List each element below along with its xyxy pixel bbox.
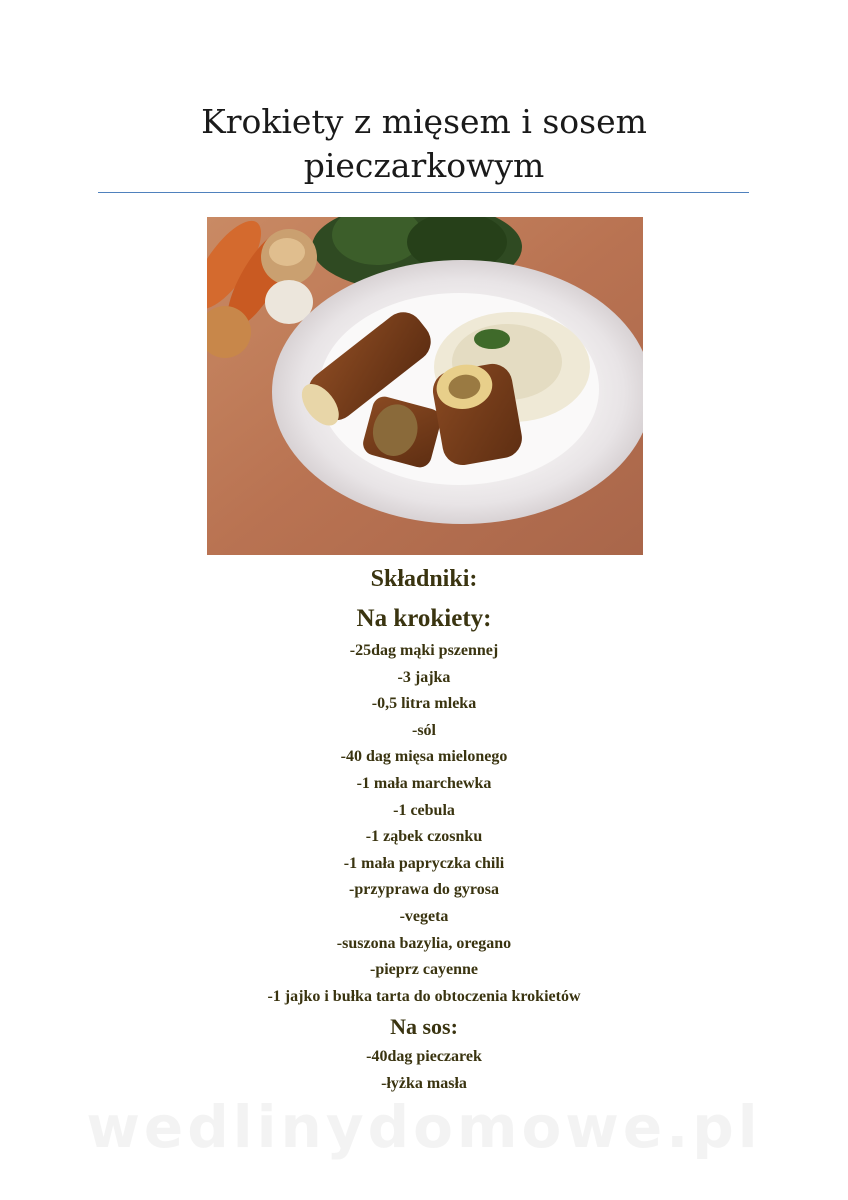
list-item: -40 dag mięsa mielonego (340, 748, 508, 766)
list-item: -łyżka masła (381, 1074, 467, 1092)
list-item: -0,5 litra mleka (371, 695, 477, 713)
list-item: -przyprawa do gyrosa (349, 881, 499, 899)
list-item: -pieprz cayenne (370, 961, 478, 979)
croquettes-ingredient-list (0, 638, 848, 1010)
list-item: -sól (412, 721, 436, 739)
list-item: -1 ząbek czosnku (365, 828, 483, 846)
list-item: -1 mała marchewka (356, 774, 492, 792)
croquettes-heading: Na krokiety: (356, 605, 492, 632)
list-item: -vegeta (399, 907, 449, 925)
title-line-2: pieczarkowym (303, 146, 545, 185)
site-watermark: wedlinydomowe.pl (86, 1093, 762, 1161)
recipe-title (100, 100, 748, 188)
list-item: -1 cebula (393, 801, 455, 819)
title-line-1: Krokiety z mięsem i sosem (201, 102, 647, 141)
ingredients-heading: Składniki: (370, 566, 478, 592)
title-divider (98, 192, 749, 193)
list-item: -3 jajka (397, 668, 451, 686)
recipe-photo (207, 217, 643, 555)
list-item: -suszona bazylia, oregano (336, 934, 512, 952)
list-item: -1 mała papryczka chili (343, 854, 505, 872)
list-item: -40dag pieczarek (366, 1048, 482, 1065)
list-item: -25dag mąki pszennej (349, 642, 499, 659)
sauce-heading: Na sos: (390, 1014, 458, 1039)
list-item: -1 jajko i bułka tarta do obtoczenia krokietów (267, 987, 581, 1005)
sauce-ingredient-list (0, 1044, 848, 1097)
